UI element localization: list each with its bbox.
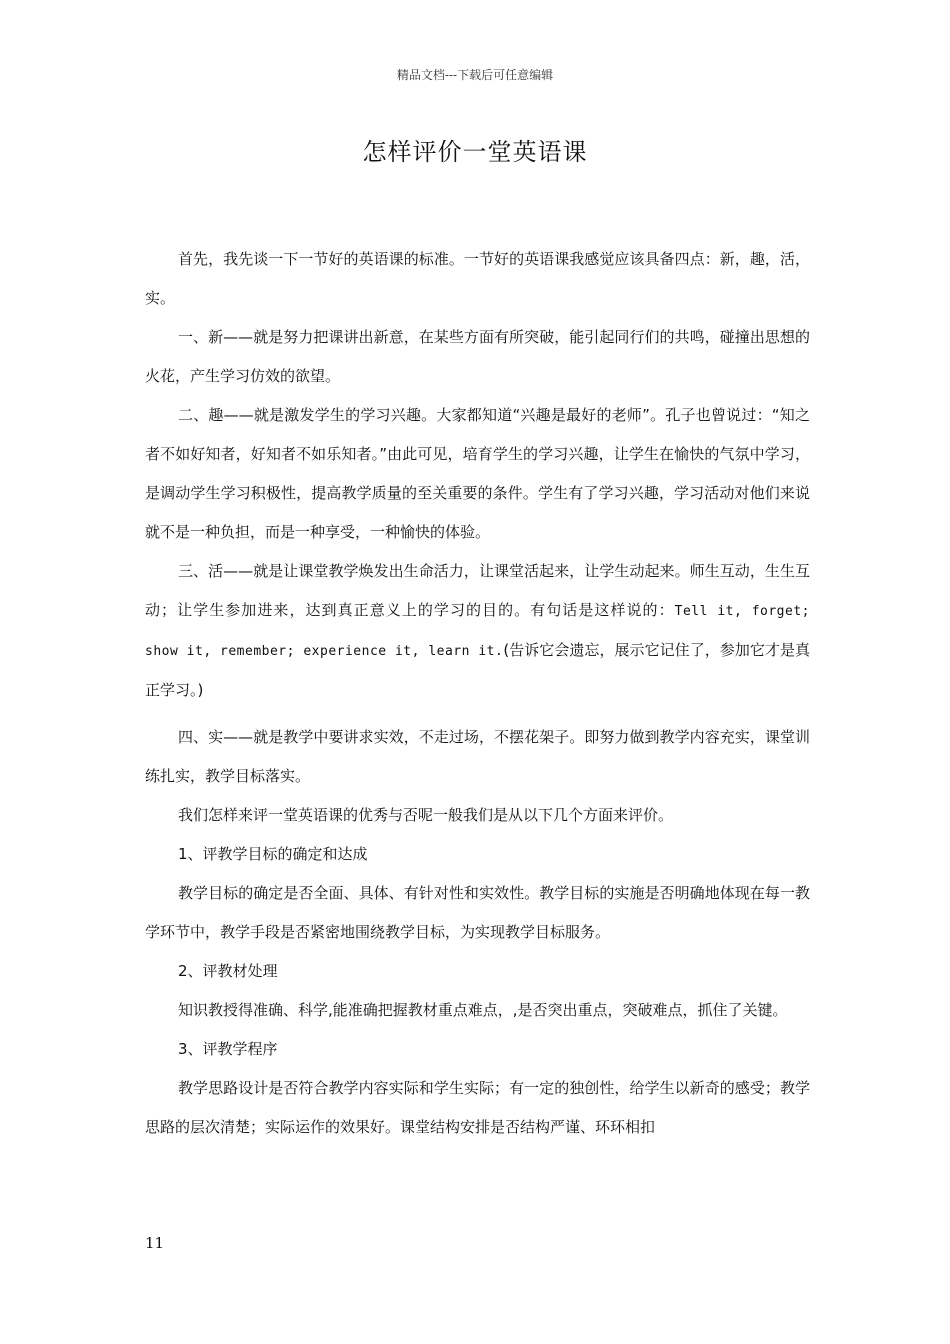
paragraph-how-to-evaluate: 我们怎样来评一堂英语课的优秀与否呢一般我们是从以下几个方面来评价。 [178, 806, 674, 824]
paragraph-goals: 教学目标的确定是否全面、具体、有针对性和实效性。教学目标的实施是否明确地体现在每一教学环节中，教学手段是否紧密地围绕教学目标，为实现教学目标服务。 [145, 884, 810, 941]
quote-translation: (告诉它会遗忘，展示它记住了，参加它才是真正学习。) [145, 641, 811, 699]
paragraph-intro: 首先，我先谈一下一节好的英语课的标准。一节好的英语课我感觉应该具备四点：新，趣，活，实。 [145, 250, 810, 307]
paragraph-practical: 四、实——就是教学中要讲求实效，不走过场，不摆花架子。即努力做到教学内容充实，课堂训练扎实，教学目标落实。 [145, 728, 810, 785]
paragraph-interest: 二、趣——就是激发学生的学习兴趣。大家都知道“兴趣是最好的老师”。孔子也曾说过：“知之者不如好知者，好知者不如乐知者。”由此可见，培育学生的学习兴趣，让学生在愉快的气氛中学习，是调动学生学习积极性，提高教学质量的至关重要的条件。学生有了学习兴趣，学习活动对他们来说就不是一种负担，而是一种享受，一种愉快的体验。 [145, 406, 810, 541]
paragraph-lively-text: 三、活——就是让课堂教学焕发出生命活力，让课堂活起来，让学生动起来。师生互动，生生互动；让学生参加进来，达到真正意义上的学习的目的。有句话是这样说的： [145, 562, 810, 619]
page-number: 11 [145, 1234, 165, 1252]
paragraph-new: 一、新——就是努力把课讲出新意，在某些方面有所突破，能引起同行们的共鸣，碰撞出思想的火花，产生学习仿效的欲望。 [145, 328, 810, 385]
english-quote: Tell it, forget; show it, remember; experience it, learn it. [145, 604, 810, 659]
page-header: 精品文档---下载后可任意编辑 [396, 68, 554, 82]
paragraph-procedure: 教学思路设计是否符合教学内容实际和学生实际；有一定的独创性，给学生以新奇的感受；教学思路的层次清楚；实际运作的效果好。课堂结构安排是否结构严谨、环环相扣 [145, 1079, 810, 1136]
paragraph-materials: 知识教授得准确、科学,能准确把握教材重点难点，,是否突出重点，突破难点，抓住了关键。 [178, 1001, 788, 1019]
page-title: 怎样评价一堂英语课 [362, 138, 588, 166]
spacer [145, 710, 810, 718]
paragraph-lively [145, 552, 810, 710]
section-heading-materials: 2、评教材处理 [178, 962, 278, 980]
section-heading-goals: 1、评教学目标的确定和达成 [178, 845, 368, 863]
document-body [145, 240, 810, 1147]
section-heading-procedure: 3、评教学程序 [178, 1040, 278, 1058]
